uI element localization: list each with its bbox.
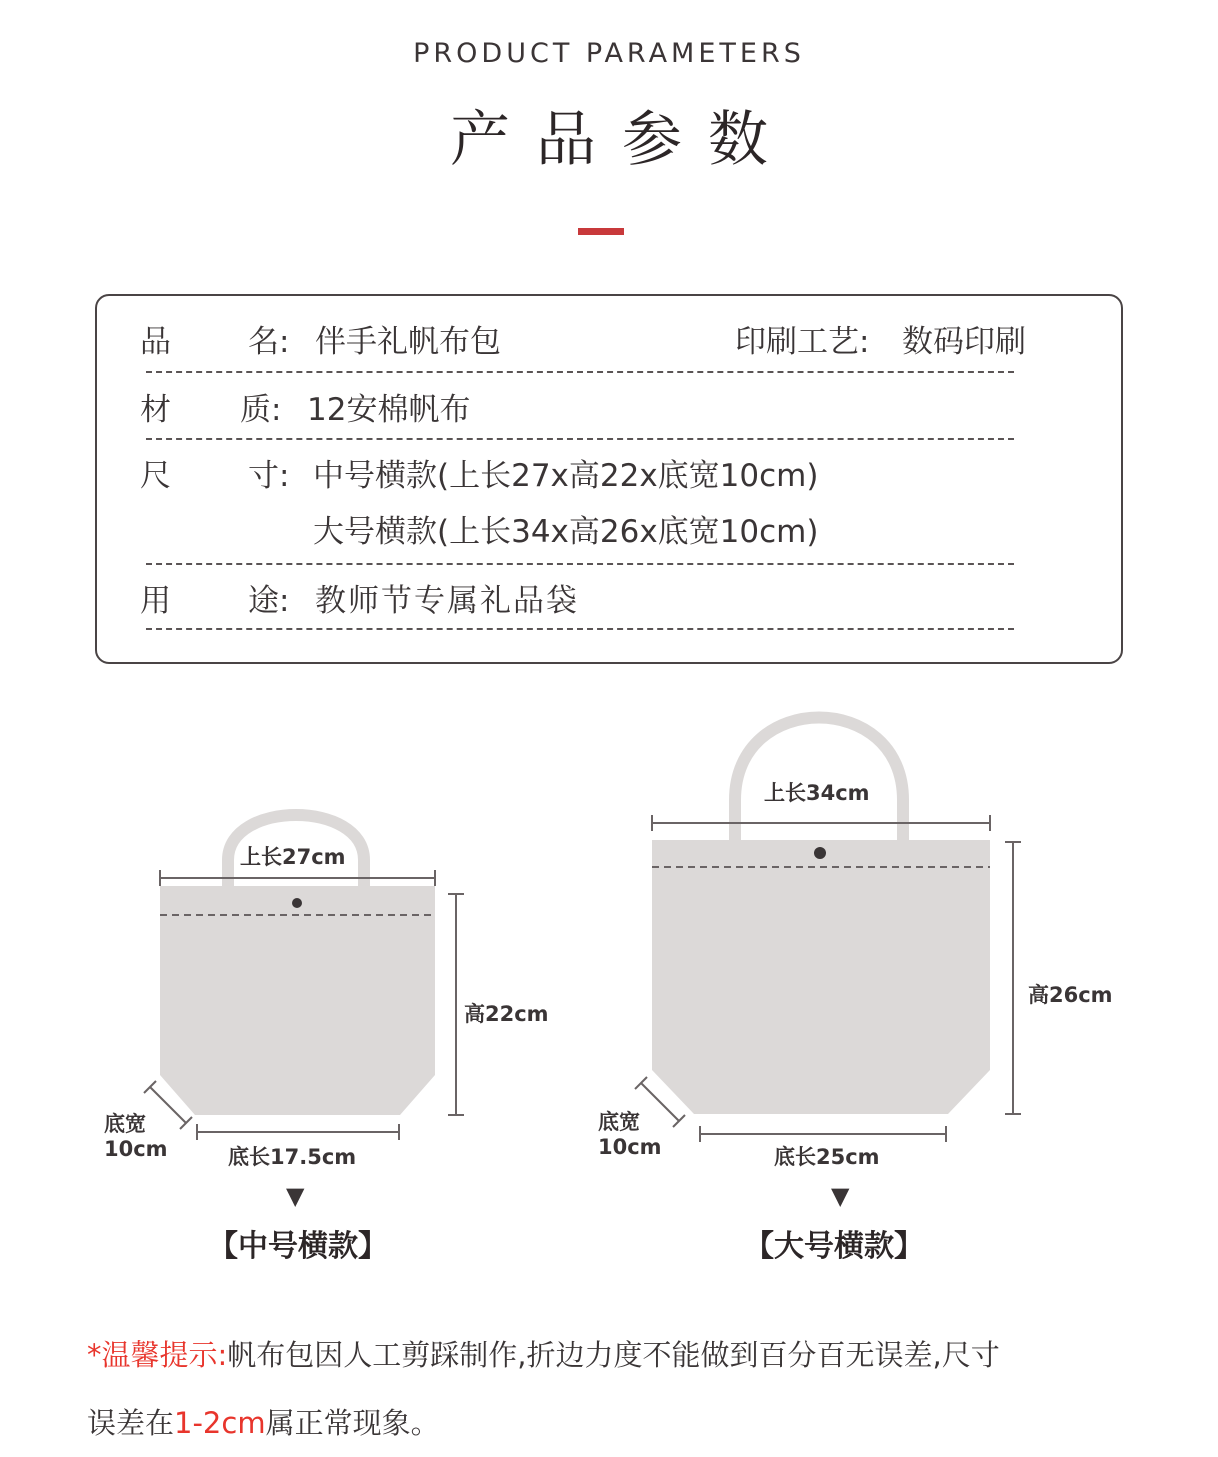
size-label-char2: 寸: xyxy=(248,458,290,494)
name-value: 伴手礼帆布包 xyxy=(315,324,501,360)
material-label-char2: 质: xyxy=(240,392,282,428)
medium-arrow-icon: ▼ xyxy=(286,1182,305,1210)
material-label-char1: 材 xyxy=(140,392,171,428)
size-value-medium: 中号横款(上长27x高22x底宽10cm) xyxy=(313,458,819,494)
medium-bag-body xyxy=(160,886,435,1115)
name-label-char2: 名: xyxy=(248,324,290,360)
title-accent-bar xyxy=(578,228,624,235)
large-bottom-width-2: 10cm xyxy=(598,1135,662,1159)
large-arrow-icon: ▼ xyxy=(831,1182,850,1210)
use-label-char1: 用 xyxy=(140,583,171,619)
subtitle-en: PRODUCT PARAMETERS xyxy=(413,38,805,69)
use-label-char2: 途: xyxy=(248,583,290,619)
use-value: 教师节专属礼品袋 xyxy=(315,583,579,619)
notice-text-2a: 误差在 xyxy=(87,1406,175,1440)
large-bottom-length: 底长25cm xyxy=(774,1145,880,1169)
large-bag-diagram xyxy=(598,718,1113,1265)
print-value: 数码印刷 xyxy=(902,324,1026,360)
large-bag-body xyxy=(652,840,990,1114)
size-label-char1: 尺 xyxy=(140,458,171,494)
name-label-char1: 品 xyxy=(140,324,171,360)
bag-diagrams xyxy=(0,690,1218,1290)
medium-bag-button xyxy=(292,898,302,908)
medium-top-length: 上长27cm xyxy=(240,845,346,869)
medium-bottom-width-1: 底宽 xyxy=(104,1112,146,1136)
large-bottom-width-1: 底宽 xyxy=(598,1110,640,1134)
notice-line-2 xyxy=(87,1401,440,1442)
divider xyxy=(146,371,1014,373)
large-model-label: 【大号横款】 xyxy=(744,1229,924,1264)
material-value: 12安棉帆布 xyxy=(307,392,471,428)
print-label: 印刷工艺: xyxy=(735,324,870,360)
medium-bag-diagram xyxy=(104,815,549,1264)
medium-model-label: 【中号横款】 xyxy=(208,1229,388,1264)
notice-line-1 xyxy=(87,1333,1000,1374)
medium-height: 高22cm xyxy=(464,1002,549,1026)
large-bag-button xyxy=(814,847,826,859)
notice-text-1: 帆布包因人工剪踩制作,折边力度不能做到百分百无误差,尺寸 xyxy=(227,1338,1000,1372)
large-height: 高26cm xyxy=(1028,983,1113,1007)
divider xyxy=(146,563,1014,565)
size-value-large: 大号横款(上长34x高26x底宽10cm) xyxy=(313,514,819,550)
divider xyxy=(146,438,1014,440)
medium-bottom-width-2: 10cm xyxy=(104,1137,168,1161)
medium-bottom-length: 底长17.5cm xyxy=(228,1145,357,1169)
notice-prefix: *温馨提示: xyxy=(87,1338,228,1372)
large-top-length: 上长34cm xyxy=(764,781,870,805)
notice-text-2b: 属正常现象。 xyxy=(265,1406,440,1440)
page-title: 产品参数 xyxy=(450,105,794,175)
notice-tolerance: 1-2cm xyxy=(174,1406,266,1440)
divider xyxy=(146,628,1014,630)
